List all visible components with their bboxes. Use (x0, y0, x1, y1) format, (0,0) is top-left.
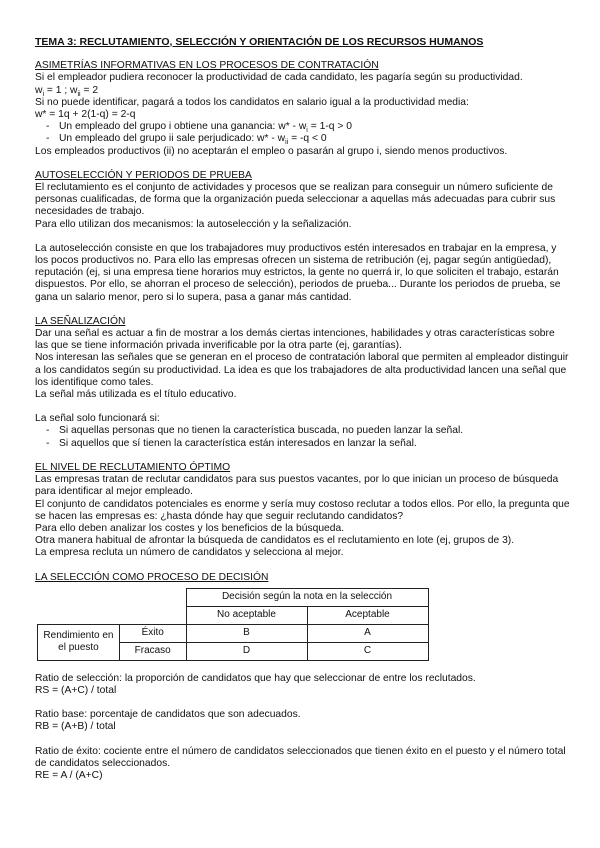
list-item: - Un empleado del grupo i obtiene una ganancia: $w* - w_i = 1-q > 0$ (35, 121, 570, 133)
paragraph: El conjunto de candidatos potenciales es enorme y sería muy costoso reclutar a todos ellos. Por ello, la pregunta que se hacen las empresas es: ¿hasta dónde hay que seguir reclutando candidatos? (35, 498, 570, 522)
ratio-exito (35, 746, 570, 783)
formula: RE = A / (A+C) (35, 769, 103, 781)
ratio-base (35, 709, 570, 733)
section-seleccion (35, 572, 570, 783)
table-cell: D (186, 642, 307, 660)
bullet-list (35, 121, 570, 145)
paragraph: Nos interesan las señales que se generan en el proceso de contratación laboral que permiten al empleador distinguir a los candidatos según su productividad. La idea es que los trabajadores de alta productividad lancen una señal que los identifique como tales. (35, 352, 569, 388)
text-line: Si el empleador pudiera reconocer la productividad de cada candidato, les pagaría según su productividad. (35, 72, 523, 84)
formula: RS = (A+C) / total (35, 684, 117, 696)
list-item: - Si aquellas personas que no tienen la característica buscada, no pueden lanzar la señal. (35, 425, 570, 437)
section-senalizacion (35, 316, 570, 401)
bullet-list (35, 425, 570, 449)
section-senal-conditions (35, 413, 570, 450)
paragraph: La señal solo funcionará si: (35, 413, 160, 425)
table-cell: A (307, 624, 428, 642)
paragraph: La señal más utilizada es el título educativo. (35, 389, 237, 401)
column-header-aceptable: Aceptable (307, 606, 428, 624)
section-nivel-reclutamiento (35, 462, 570, 560)
heading-seleccion: LA SELECCIÓN COMO PROCESO DE DECISIÓN (35, 571, 269, 583)
average-wage-formula: w* = 1q + 2(1-q) = 2-q (35, 109, 136, 121)
paragraph: Ratio de éxito: cociente entre el número de candidatos seleccionados que tienen éxito en el puesto y el número total de candidatos seleccionados. (35, 745, 566, 769)
heading-nivel-reclutamiento: EL NIVEL DE RECLUTAMIENTO ÓPTIMO (35, 461, 231, 473)
paragraph: Dar una señal es actuar a fin de mostrar a los demás ciertas intenciones, habilidades y otras características sobre las que se tiene información privada inverificable por la otra parte (ej, garantías). (35, 328, 555, 352)
row-label-fracaso: Fracaso (119, 642, 186, 660)
row-header-rendimiento: Rendimiento en el puesto (38, 624, 120, 660)
table-cell: C (307, 642, 428, 660)
heading-senalizacion: LA SEÑALIZACIÓN (35, 315, 126, 327)
paragraph: Otra manera habitual de afrontar la búsqueda de candidatos es el reclutamiento en lote (ej, grupos de 3). (35, 535, 515, 547)
document-page (35, 36, 570, 782)
paragraph: La autoselección consiste en que los trabajadores muy productivos estén interesados en trabajar en la empresa, y los pocos productivos no. Para ello las empresas ofrecen un sistema de retribución (ej, pagar según antigüedad), reputación (ej, si una empresa tiene horarios muy estrictos, la gente no querrá ir, lo que soliciten el trabajo, estarán dispuestos. Por ello, se ahorran el proceso de selección), periodos de prueba... Durante los periodos de prueba, se gana un salario menor, pero si lo supera, pasa a ganar más cantidad. (35, 242, 561, 303)
heading-asimetrias: ASIMETRÍAS INFORMATIVAS EN LOS PROCESOS DE CONTRATACIÓN (35, 60, 379, 72)
paragraph: El reclutamiento es el conjunto de actividades y procesos que se realizan para conseguir un número suficiente de personas cualificadas, de forma que la organización pueda seleccionar a aquellas más adecuadas para cubrir sus necesidades de trabajo. (35, 182, 556, 218)
wage-formula: $w_i = 1$ ; $w_{ii} = 2$ (35, 84, 99, 98)
text-line: Los empleados productivos (ii) no aceptarán el empleo o pasarán al grupo i, siendo menos productivos. (35, 145, 508, 157)
column-header-no-aceptable: No aceptable (186, 606, 307, 624)
paragraph: Para ello deben analizar los costes y los beneficios de la búsqueda. (35, 522, 345, 534)
formula: RB = (A+B) / total (35, 721, 116, 733)
text-line: Si no puede identificar, pagará a todos los candidatos en salario igual a la productividad media: (35, 96, 469, 108)
decision-header: Decisión según la nota en la selección (186, 588, 428, 606)
row-label-exito: Éxito (119, 624, 186, 642)
paragraph: La empresa recluta un número de candidatos y selecciona al mejor. (35, 547, 344, 559)
paragraph: Ratio de selección: la proporción de candidatos que hay que seleccionar de entre los reclutados. (35, 672, 476, 684)
paragraph: Las empresas tratan de reclutar candidatos para sus puestos vacantes, por lo que inician un proceso de búsqueda para identificar al mejor empleado. (35, 474, 559, 498)
paragraph: Ratio base: porcentaje de candidatos que son adecuados. (35, 709, 301, 721)
paragraph: Para ello utilizan dos mecanismos: la autoselección y la señalización. (35, 218, 352, 230)
section-autoseleccion (35, 170, 570, 231)
heading-autoseleccion: AUTOSELECCIÓN Y PERIODOS DE PRUEBA (35, 169, 252, 181)
section-asimetrias (35, 60, 570, 158)
decision-table (37, 588, 429, 661)
ratio-seleccion (35, 673, 570, 697)
list-item: - Un empleado del grupo ii sale perjudicado: $w* - w_{ii} = -q < 0$ (35, 133, 570, 145)
page-title: TEMA 3: RECLUTAMIENTO, SELECCIÓN Y ORIENTACIÓN DE LOS RECURSOS HUMANOS (35, 36, 484, 48)
list-item: - Si aquellos que sí tienen la característica están interesados en lanzar la señal. (35, 438, 570, 450)
section-autoseleccion-detail (35, 243, 570, 304)
table-cell: B (186, 624, 307, 642)
